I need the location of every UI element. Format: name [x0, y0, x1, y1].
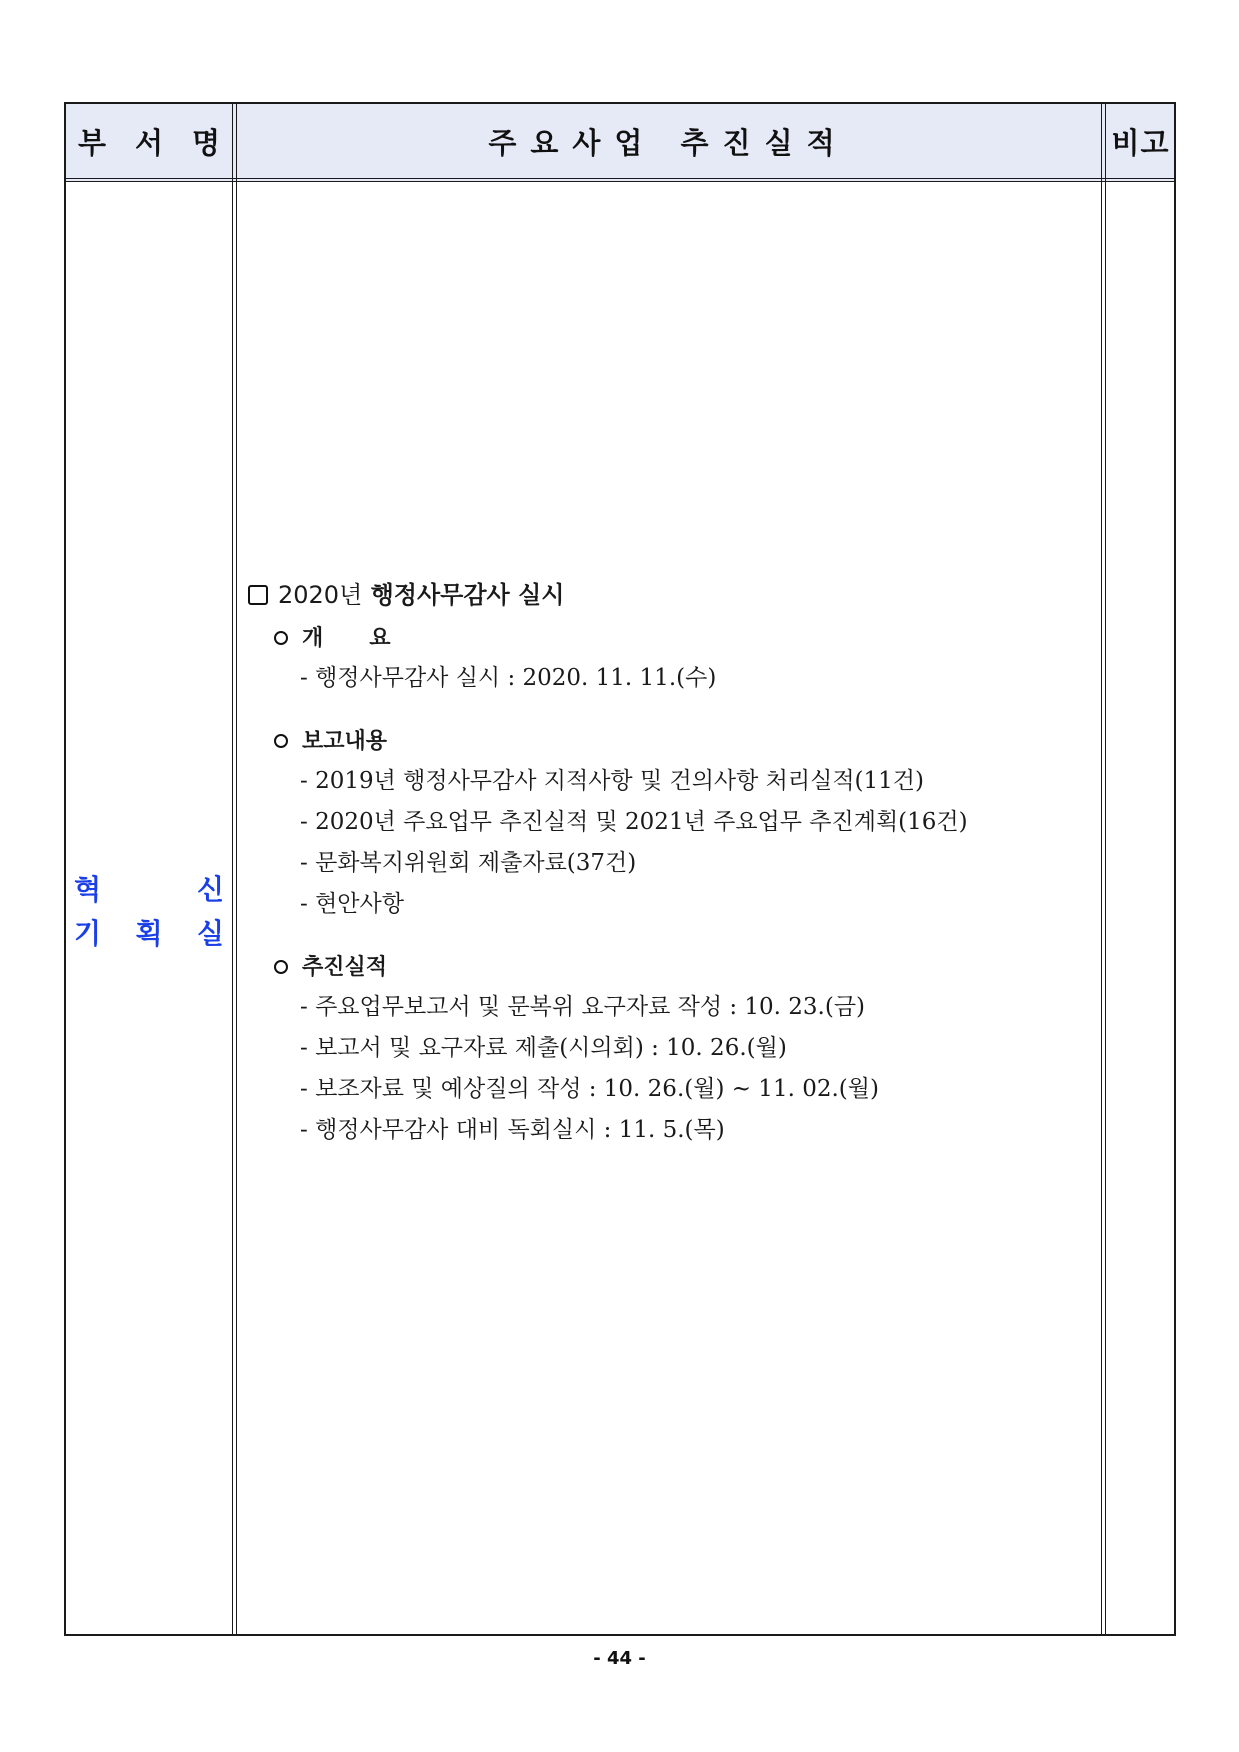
list-item: - 주요업무보고서 및 문복위 요구자료 작성 : 10. 23.(금): [300, 994, 866, 1020]
header-dept-char: 서: [134, 125, 163, 160]
page-number: - 44 -: [593, 1648, 646, 1669]
circle-bullet-icon: [274, 734, 288, 748]
department-name: [74, 866, 224, 954]
department-char: 획: [135, 917, 163, 950]
circle-bullet-icon: [274, 631, 288, 645]
spacer: [248, 699, 1093, 721]
list-item: - 행정사무감사 실시 : 2020. 11. 11.(수): [300, 665, 717, 691]
list-item: - 문화복지위원회 제출자료(37건): [300, 850, 637, 876]
header-main-title: 주요사업 추진실적: [488, 125, 849, 160]
list-item: - 현안사항: [300, 891, 404, 917]
list-item: - 보조자료 및 예상질의 작성 : 10. 26.(월) ~ 11. 02.(월): [300, 1076, 879, 1102]
header-dept-char: 부: [78, 125, 107, 160]
list-item: - 2019년 행정사무감사 지적사항 및 건의사항 처리실적(11건): [300, 768, 924, 794]
section-title-year: 2020년: [278, 580, 363, 609]
department-line-2: [74, 910, 224, 954]
section-title: [248, 574, 1093, 616]
main-content: [248, 574, 1093, 1151]
list-item: - 보고서 및 요구자료 제출(시의회) : 10. 26.(월): [300, 1035, 787, 1061]
department-char: 실: [196, 917, 224, 950]
header-department: [66, 104, 232, 178]
section-title-text: 행정사무감사 실시: [370, 580, 565, 609]
list-item: - 행정사무감사 대비 독회실시 : 11. 5.(목): [300, 1117, 725, 1143]
subsection-label: 보고내용: [302, 728, 388, 754]
circle-bullet-icon: [274, 960, 288, 974]
header-note: 비고: [1111, 125, 1170, 160]
header-dept-char: 명: [191, 125, 220, 160]
spacer: [248, 925, 1093, 947]
report-table: [64, 102, 1176, 1636]
department-char: 기: [74, 917, 102, 950]
department-line-1: [74, 866, 224, 910]
subsection-heading: [274, 618, 1093, 658]
department-char: 혁: [74, 873, 102, 906]
list-item: - 2020년 주요업무 추진실적 및 2021년 주요업무 추진계획(16건): [300, 809, 968, 835]
checkbox-bullet-icon: [248, 585, 268, 605]
department-char: 신: [196, 873, 224, 906]
column-divider: [236, 104, 237, 1634]
subsection-heading: [274, 947, 1093, 987]
column-divider: [1105, 104, 1106, 1634]
column-divider: [1101, 104, 1102, 1634]
subsection-heading: [274, 721, 1093, 761]
subsection-label: 개 요: [302, 625, 391, 651]
column-divider: [232, 104, 233, 1634]
subsection-label: 추진실적: [302, 954, 388, 980]
